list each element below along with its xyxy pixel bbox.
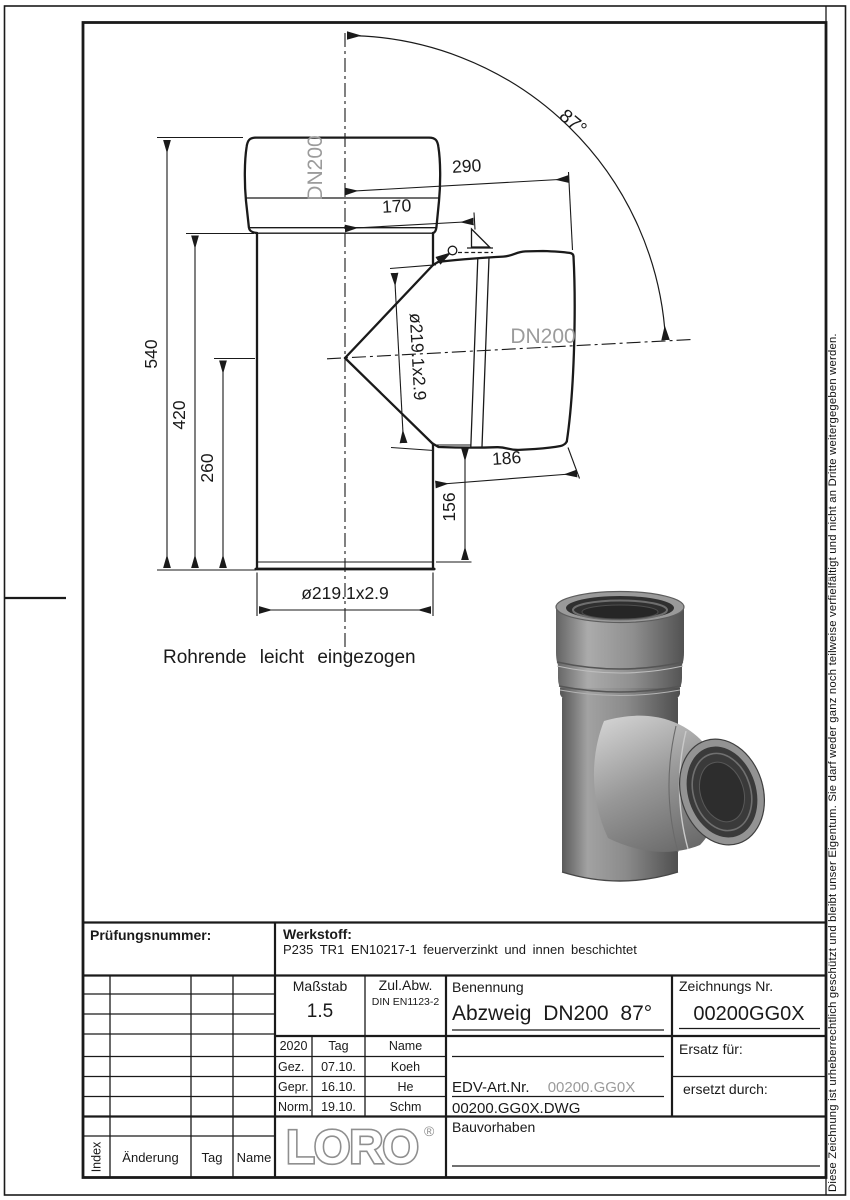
zeichnungsnr-value: 00200GG0X	[693, 1002, 805, 1025]
dim-540: 540	[141, 339, 161, 369]
dim-260: 260	[197, 453, 217, 483]
ersatz-label: Ersatz für:	[679, 1041, 743, 1057]
dia-branch: ø219.1x2.9	[405, 312, 431, 401]
date-tag-header: Tag	[328, 1039, 349, 1053]
pruefungsnummer-label: Prüfungsnummer:	[90, 927, 212, 943]
dimension-lines	[157, 138, 580, 617]
date-row-label: Norm.	[278, 1099, 313, 1114]
massstab-label: Maßstab	[292, 978, 348, 994]
date-name-header: Name	[388, 1039, 423, 1053]
dim-290: 290	[451, 155, 482, 177]
dia-bottom: ø219.1x2.9	[301, 583, 389, 603]
loro-logo	[286, 1120, 435, 1173]
note-text: Rohrende leicht eingezogen	[163, 647, 416, 668]
date-row-date: 07.10.	[321, 1059, 356, 1074]
revision-index-text: Index	[89, 1141, 104, 1173]
revision-index-label	[83, 1136, 110, 1178]
date-row-name: Schm	[389, 1099, 422, 1114]
zeichnungsnr-label: Zeichnungs Nr.	[679, 978, 774, 994]
copyright-notice: Diese Zeichnung ist urheberrechtlich geschützt und bleibt unser Eigentum. Sie darf weder ganz noch teilweise verfielfältigt und nicht an Dritte weitergegeben werden.	[827, 333, 839, 1192]
revision-tag-label: Tag	[201, 1149, 223, 1165]
date-row-name: He	[397, 1079, 414, 1094]
ersetzt-label: ersetzt durch:	[683, 1081, 768, 1097]
date-row-name: Koeh	[390, 1059, 421, 1074]
revision-name-label: Name	[236, 1149, 272, 1165]
bauvorhaben-label: Bauvorhaben	[452, 1119, 536, 1135]
date-row-label: Gepr.	[278, 1079, 309, 1094]
zulabw-value: DIN EN1123-2	[371, 995, 440, 1008]
edv-artnr-row	[452, 1079, 635, 1096]
werkstoff-label: Werkstoff:	[283, 926, 352, 942]
dim-170: 170	[381, 195, 412, 217]
angle-label: 87°	[554, 105, 591, 141]
registered-mark-icon: ®	[424, 1123, 435, 1139]
loro-logo-text: LORO	[286, 1120, 418, 1173]
revision-aenderung-label: Änderung	[122, 1149, 179, 1165]
dn-label-main: DN200	[304, 135, 327, 201]
fitting-3d-render	[556, 592, 778, 882]
benennung-label: Benennung	[452, 979, 524, 995]
werkstoff-value: P235 TR1 EN10217-1 feuerverzinkt und innen beschichtet	[283, 942, 637, 957]
weld-symbol	[439, 229, 494, 261]
date-row-label: Gez.	[278, 1059, 305, 1074]
dn-label-branch: DN200	[510, 325, 576, 348]
edv-artnr-value: 00200.GG0X	[547, 1079, 636, 1096]
date-row-date: 19.10.	[321, 1099, 356, 1114]
edv-artnr-label: EDV-Art.Nr.	[452, 1079, 530, 1096]
date-year: 2020	[279, 1039, 308, 1053]
benennung-value: Abzweig DN200 87°	[452, 1002, 653, 1025]
dim-186: 186	[491, 447, 522, 470]
date-row-date: 16.10.	[321, 1079, 356, 1094]
dim-156: 156	[439, 492, 459, 522]
zulabw-label: Zul.Abw.	[378, 977, 433, 993]
dim-420: 420	[169, 400, 189, 430]
massstab-value: 1.5	[306, 1001, 334, 1022]
dwg-filename: 00200.GG0X.DWG	[452, 1100, 581, 1117]
